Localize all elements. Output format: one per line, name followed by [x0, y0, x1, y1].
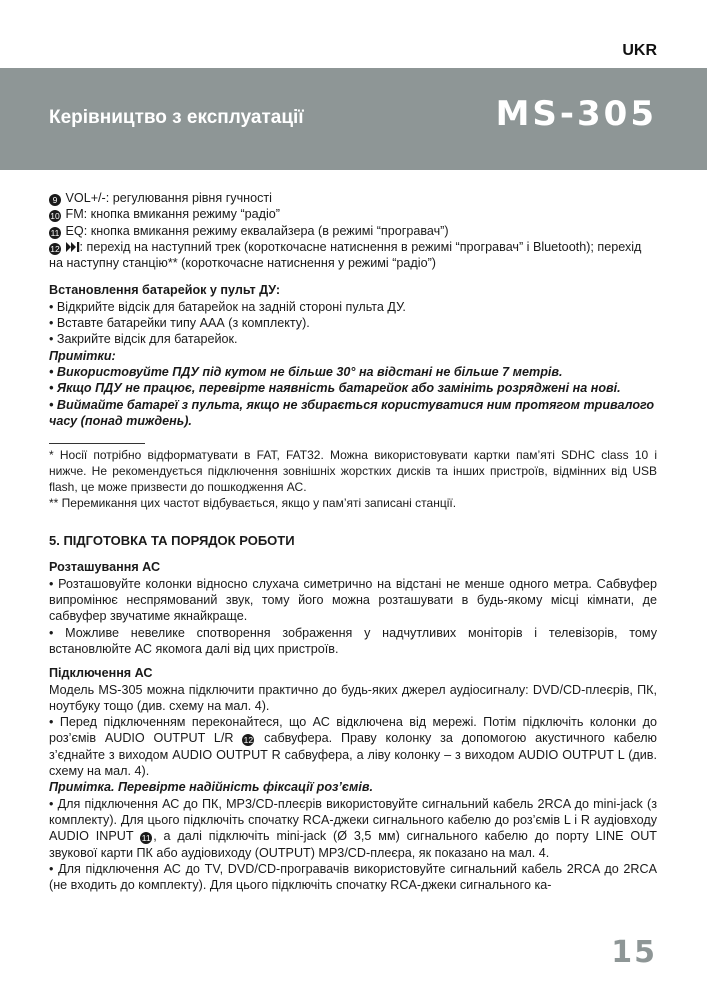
language-code: UKR: [622, 42, 657, 59]
control-item: 10 FM: кнопка вмикання режиму “радіо”: [50, 207, 280, 222]
placement-paragraph: • Розташовуйте колонки відносно слухача симетрично на відстані не менше одного метра. Сабвуфер випромінює неспрямований звук, тому його можна розташувати в будь-якому місці кімнати, де сабвуфер звучатиме якнайкраще.: [49, 576, 657, 624]
item-number-badge: 11: [50, 227, 60, 238]
footnote-divider: [49, 443, 145, 444]
section-title: 5. ПІДГОТОВКА ТА ПОРЯДОК РОБОТИ: [49, 533, 295, 549]
placement-heading: Розташування АС: [49, 560, 161, 575]
footnote: ** Перемикання цих частот відбувається, якщо у пам’яті записані станції.: [49, 496, 457, 511]
item-number-badge: 11: [141, 833, 151, 844]
battery-step: • Відкрийте відсік для батарейок на задній стороні пульта ДУ.: [49, 299, 406, 314]
connection-paragraph: Модель MS-305 можна підключити практично до будь-яких джерел аудіосигналу: DVD/CD-плеєрів, ПК, ноутбуку тощо (див. схему на мал. 4).: [49, 682, 657, 713]
battery-step: • Вставте батарейки типу ААА (з комплекту).: [49, 316, 310, 331]
note-item: • Використовуйте ПДУ під кутом не більше 30° на відстані не більше 7 метрів.: [49, 364, 563, 379]
connection-paragraph: • Для підключення АС до ПК, MP3/CD-плеєрів використовуйте сигнальний кабель 2RCA до mini-jack (з комплекту). Для цього підключіть спочатку RCA-джеки сигнального кабелю до роз’ємів L і R аудіовходу AUDIO INPUT 11 , а далі підключіть mini-jack (Ø 3,5 мм) сигнального кабелю до порту LINE OUT звукової карти ПК або аудіовиходу (OUTPUT) MP3/CD-плеєра, як показано на мал. 4.: [49, 796, 657, 860]
connection-heading: Підключення АС: [49, 666, 153, 681]
note-item: • Якщо ПДУ не працює, перевірте наявність батарейок або замініть розряджені на нові.: [49, 381, 621, 396]
page-content: [49, 190, 657, 893]
control-item: 11 EQ: кнопка вмикання режиму еквалайзера (в режимі “програвач”): [50, 223, 449, 238]
header-banner: [0, 68, 707, 170]
control-item: 9 VOL+/-: регулювання рівня гучності: [49, 190, 657, 206]
connection-paragraph: • Перед підключенням переконайтеся, що АС відключена від мережі. Потім підключіть колонки до роз’ємів AUDIO OUTPUT L/R 12 сабвуфера. Праву колонку за допомогою акустичного кабелю з’єднайте з виходом AUDIO OUTPUT R сабвуфера, а ліву колонку – з виходом AUDIO OUTPUT L (див. схему на мал. 4).: [49, 715, 657, 779]
model-name: MS-305: [495, 94, 657, 134]
connection-paragraph: • Для підключення АС до TV, DVD/CD-програвачів використовуйте сигнальний кабель 2RCA до 2RCA (не входить до комплекту). Для цього підключіть спочатку RCA-джеки сигнального ка-: [49, 861, 657, 893]
placement-paragraph: • Можливе невелике спотворення зображення у надчутливих моніторів і телевізорів, тому встановлюйте АС якомога далі від цих пристроїв.: [49, 625, 657, 656]
manual-title: Керівництво з експлуатації: [49, 107, 304, 128]
battery-heading: Встановлення батарейок у пульт ДУ:: [49, 283, 281, 298]
item-number-badge: 12: [50, 243, 60, 254]
footnote: * Носії потрібно відформатувати в FAT, FAT32. Можна використовувати картки пам’яті SDHC class 10 і нижче. Не рекомендується підключення зовнішніх жорстких дисків та інших пристроїв, відмінних від USB flash, це може призвести до пошкодження АС.: [49, 448, 657, 495]
control-item: 12 : перехід на наступний трек (короткочасне натиснення в режимі “програвач” і Bluetooth); перехід на наступну станцію** (короткочасне натиснення у режимі “радіо”): [49, 239, 642, 271]
note-item: • Виймайте батареї з пульта, якщо не збирається користуватися ним протягом тривалого часу (понад тиждень).: [49, 397, 655, 428]
item-number-badge: 9: [49, 194, 61, 206]
item-number-badge: 10: [50, 211, 60, 222]
notes-label: Примітки:: [49, 348, 116, 363]
battery-step: • Закрийте відсік для батарейок.: [49, 332, 238, 347]
page-number: 15: [611, 935, 657, 970]
connection-note: Примітка. Перевірте надійність фіксації роз’ємів.: [49, 780, 373, 795]
item-number-badge: 12: [243, 735, 254, 746]
next-track-icon: [66, 240, 80, 254]
